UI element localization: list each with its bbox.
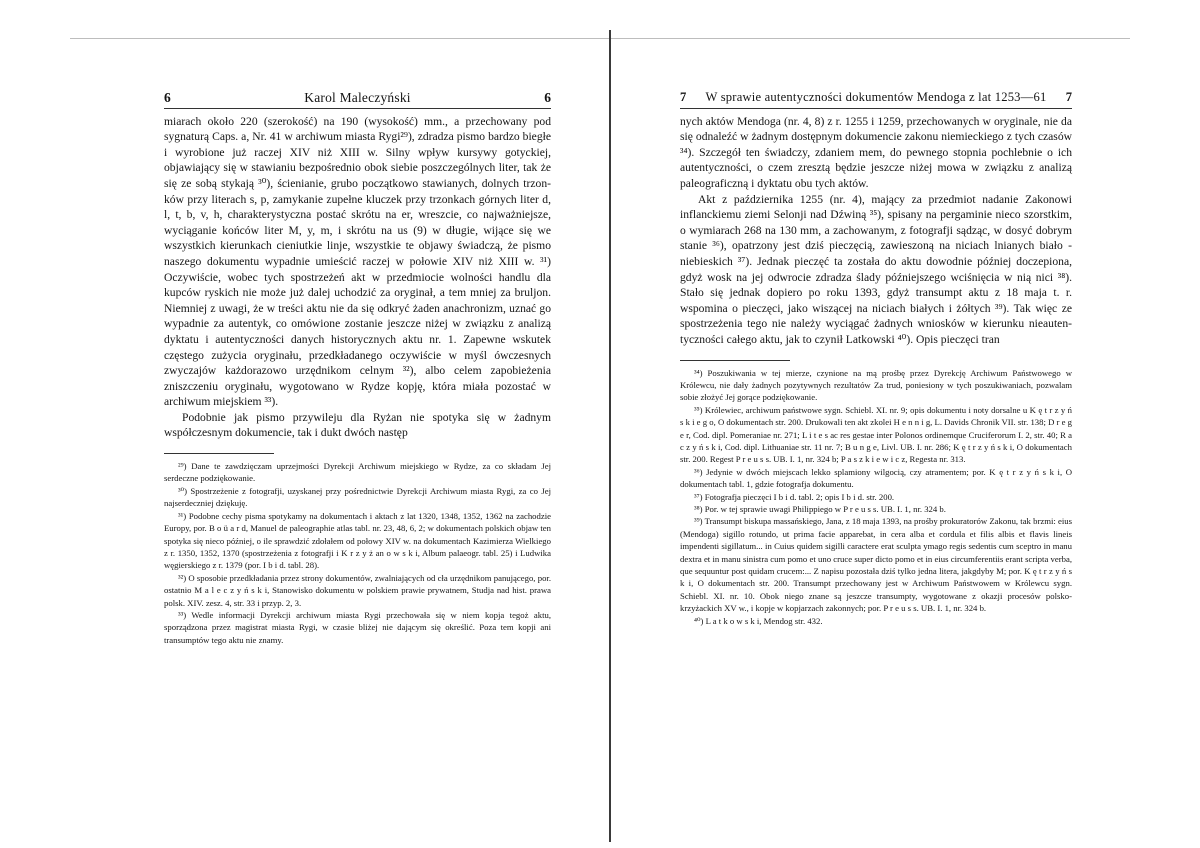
book-spine [609,30,611,842]
paragraph: miarach około 220 (szerokość) na 190 (wysokość) mm., a przechowany pod sygnaturą Caps. a, Nr. 41 w archiwum miasta Rygi²⁹), zdradza pismo bardzo biegłe i wyrobione już raczej XIV niż XIII w. Silny wpływ kursywy gotyckiej, objawiający się w stawianiu bezpośrednio obok siebie poszczególnych liter, tak że się ze sobą stykają ³⁰), ścienianie, grubo początkowo stawianych, dolnych trzonków przy literach s, p, zamykanie zupełne kluczek przy trzonkach górnych liter d, l, t, b, v, h, charakterystyczna postać skrótu na er, wreszcie, co najważniejsze, wyciąganie końców liter M, y, m, i skrótu na us (9) w długie, wijące się we wszystkich kierunkach cieniutkie linje, wszystkie te objawy świadczą, że pismo naszego dokumentu wypadnie umieścić raczej w połowie XIV niż XIII w. ³¹) Oczywiście, wobec tych spostrzeżeń akt w przedmiocie wolności handlu dla kupców ryskich nie może już dalej uchodzić za oryginał, a tem mniej za bruljon. Niemniej z uwagi, że w treści aktu nie da się odkryć żaden anachronizm, uznać go wypadnie za autentyk, co omówione zostanie jeszcze niżej w związku z analizą dyktatu i autentyczności danych historycznych aktu nr. 1. Zapewne wskutek częstego zużycia oryginału, przedkładanego oczywiście w myśl ówczesnych zwyczajów każdorazowo urzędnikom celnym ³²), albo celem zapobieżenia zniszczeniu oryginału, wygotowano w Rydze kopję, która miała pozostać w archiwum miejskiem ³³). [164,114,551,409]
article-title: W sprawie autentyczności dokumentów Mendoga z lat 1253—61 [705,90,1047,104]
footnote: ³⁹) Transumpt biskupa massańskiego, Jana, z 18 maja 1393, na prośby prokuratorów Zakonu, tak brzmi: eius (Mendoga) sigillo rotundo, ut prima facie apparebat, in cera alba et cordula et filis albis et flavis lineis impendenti sigillatum... in Cuius quidem sigilli caractere erat sculpta ymago regis sedentis cum sceptro in manu dextra et in manu sinistra cum pomo et uno cruce super dicto pomo et in eius circumferentiis erant scripta verba, que sequuntur post quidam crucem:... Z napisu pozostała dziś tylko jedna litera, jakgdyby M; por. K ę t r z y ń s k i, O dokumentach str. 200. Transumpt przechowany jest w Archiwum Państwowem w Królewcu sygn. Schiebl. XI. nr. 10. Obok niego znane są jeszcze transumpty, wygotowane z okazji procesów polsko-krzyżackich XV w., i kopje w kopjarzach zakonnych; por. P r e u s s. UB. I. 1, nr. 324 b. [680,516,1072,614]
footnotes [680,367,1072,628]
footnote-separator [164,453,274,454]
paragraph: Akt z października 1255 (nr. 4), mający za przedmiot nadanie Zakonowi inflanckiemu ziemi Selonji nad Dźwiną ³⁵), spisany na pergaminie nieco szorstkim, o wymiarach 268 na 130 mm, a zachowanym, z fotografji sądząc, w dosyć dobrym stanie ³⁶), opatrzony jest dziś pieczęcią, zawieszoną na niciach lnianych biało - niebieskich ³⁷). Jednak pieczęć ta została do aktu dowodnie później doczepiona, gdyż wosk na jej odwrocie zdradza ślady późniejszego wciśnięcia w nią nici ³⁸). Stało się jednak dopiero po roku 1393, gdyż transumpt aktu z 18 maja t. r. wspomina o pieczęci, jako wiszącej na niciach białych i żółtych ³⁹). Tak więc ze spostrzeżenia tego nie należy wyciągać żadnych wniosków w kierunku nieautentyczności całego aktu, jak to czynił Latkowski ⁴⁰). Opis pieczęci tran [680,192,1072,346]
footnote: ³⁷) Fotografja pieczęci I b i d. tabl. 2; opis I b i d. str. 200. [694,491,895,502]
footnotes [164,460,551,646]
footnote: ³³) Wedle informacji Dyrekcji archiwum miasta Rygi przechowała się w niem kopja tegoż aktu, sporządzona przez magistrat miasta Rygi, w czasie bliżej nie dającym się określić. Poza tem kopji ani transumptów tego aktu nie znamy. [164,609,551,645]
footnote: ²⁹) Dane te zawdzięczam uprzejmości Dyrekcji Archiwum miejskiego w Rydze, za co składam Jej serdeczne podziękowanie. [164,461,551,484]
main-text [164,114,551,441]
left-page [164,90,551,646]
running-header-left [164,90,551,109]
footnote: ³⁴) Poszukiwania w tej mierze, czynione na mą prośbę przez Dyrekcję Archiwum Państwowego w Królewcu, nie dały żadnych pozytywnych rezultatów Za trud, poniesiony w tych poszukiwaniach, pozwalam sobie złożyć Jej gorące podziękowanie. [680,367,1072,403]
right-page [680,90,1072,627]
page-number: 6 [164,90,171,105]
footnote: ³⁰) Spostrzeżenie z fotografji, uzyskanej przy pośrednictwie Dyrekcji Archiwum miasta Rygi, za co Jej najserdeczniej dziękuję. [164,485,551,509]
footnote: ⁴⁰) L a t k o w s k i, Mendog str. 432. [694,615,823,626]
paragraph: nych aktów Mendoga (nr. 4, 8) z r. 1255 i 1259, przechowanych w oryginale, nie da się odnaleźć w żadnym dostępnym dokumencie zakonu niemieckiego z tych czasów ³⁴). Szczegół ten świadczy, zdaniem mem, do pewnego stopnia pochlebnie o ich autentyczności, o czem zresztą będzie jeszcze niżej mowa w związku z analizą paleograficzną i dyktatu obu tych aktów. [680,114,1072,190]
footnote: ³⁶) Jedynie w dwóch miejscach lekko splamiony wilgocią, czy atramentem; por. K ę t r z y ń s k i, O dokumentach tabl. 1, gdzie fotografja dokumentu. [680,466,1072,490]
page-number-secondary: 7 [1065,90,1072,104]
main-text [680,114,1072,348]
footnote: ³⁸) Por. w tej sprawie uwagi Philippiego w P r e u s s. UB. I. 1, nr. 324 b. [694,503,946,514]
paragraph: Podobnie jak pismo przywileju dla Ryżan nie spotyka się w żadnym współczesnym dokumencie, tak i dukt dwóch następ [164,410,551,440]
footnote: ³¹) Podobne cechy pisma spotykamy na dokumentach i aktach z lat 1320, 1348, 1352, 1362 na zachodzie Europy, por. B o ü a r d, Manuel de paleographie atlas tabl. nr. 23, 48, 6, 2; w dokumentach polskich objaw ten spotyka się nieco później, o ile sprawdzić zdołałem od połowy XIV w. na dokumentach Kazimierza Wielkiego z r. 1350, 1352, 1370 (spostrzeżenia z fotografji i K r z y ż an o w s k i, Album palaeogr. tabl. 25) i Ludwika węgierskiego z r. 1379 (por. I b i d. tabl. 28). [164,510,551,571]
running-header-right [680,90,1072,109]
footnote: ³²) O sposobie przedkładania przez strony dokumentów, zwalniających od cła urzędnikom panującego, por. ostatnio M a l e c z y ń s k i, Stanowisko dokumentu w polskiem prawie prywatnem, Studja nad hist. prawa polsk. XIV. zesz. 4, str. 33 i przyp. 2, 3. [164,572,551,608]
page-number-secondary: 6 [544,90,551,105]
page-number: 7 [680,90,687,104]
author-name: Karol Maleczyński [304,90,411,105]
footnote-separator [680,360,790,361]
footnote: ³⁵) Królewiec, archiwum państwowe sygn. Schiebl. XI. nr. 9; opis dokumentu i noty dorsalne u K ę t r z y ń s k i e g o, O dokumentach str. 200. Drukowali ten akt zkolei H e n n i g, L. Davids Chronik VII. str. 138; D r e g e r, Cod. dipl. Pomeraniae nr. 271; L i t e s ac res gestae inter Polonos ordinemque Cruciferorum I. 2, str. 40; R a c z y ń s k i, Cod. dipl. Lithuaniae str. 11 nr. 7; B u n g e, Livl. UB. I. nr. 286; K ę t r z y ń s k i, O dokumentach str. 200. Regest P r e u s s. UB. I. 1, nr. 324 b; P a s z k i e w i c z, Regesta nr. 313. [680,404,1072,465]
scan-edge [70,38,1130,39]
